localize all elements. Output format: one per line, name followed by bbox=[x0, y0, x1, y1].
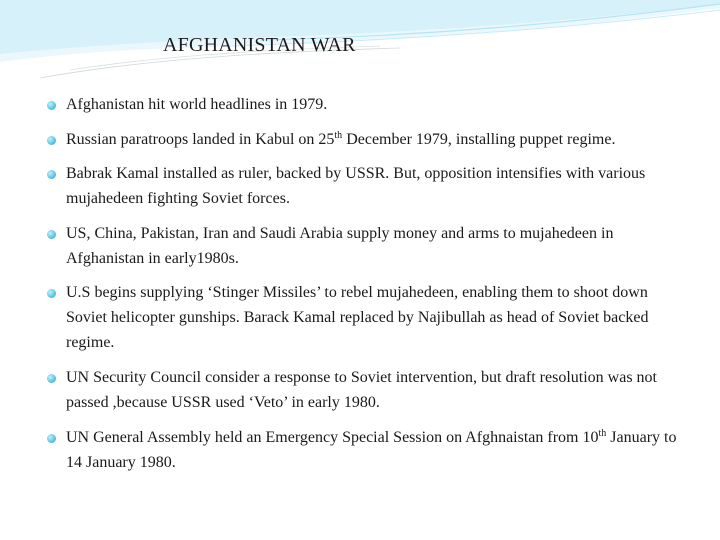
bullet-item bbox=[47, 365, 687, 415]
bullet-dot-icon bbox=[47, 136, 56, 145]
text-run: January to 14 January 1980. bbox=[66, 428, 677, 471]
bullet-dot-icon bbox=[47, 230, 56, 239]
text-run: US, China, Pakistan, Iran and Saudi Arabia supply money and arms to mujahedeen in Afghanistan in early1980s. bbox=[66, 224, 614, 267]
text-run: UN General Assembly held an Emergency Special Session on Afghnaistan from 10 bbox=[66, 428, 599, 446]
bullet-dot-icon bbox=[47, 374, 56, 383]
text-run: U.S begins supplying ‘Stinger Missiles’ to rebel mujahedeen, enabling them to shoot down Soviet helicopter gunships. Barack Kamal replaced by Najibullah as head of Soviet backed regime. bbox=[66, 284, 649, 352]
bullet-dot-icon bbox=[47, 434, 56, 443]
superscript-text: th bbox=[334, 129, 343, 141]
bullet-item bbox=[47, 221, 687, 271]
text-run: December 1979, installing puppet regime. bbox=[342, 130, 616, 148]
text-run: Russian paratroops landed in Kabul on 25 bbox=[66, 130, 335, 148]
slide-title: AFGHANISTAN WAR bbox=[163, 34, 356, 56]
bullet-text bbox=[66, 284, 648, 351]
bullet-item bbox=[47, 280, 687, 355]
bullet-list bbox=[47, 92, 687, 484]
bullet-item bbox=[47, 425, 687, 475]
bullet-dot-icon bbox=[47, 101, 56, 110]
text-run: UN Security Council consider a response to Soviet intervention, but draft resolution was not passed ,because USSR used ‘Veto’ in early 1980. bbox=[66, 368, 657, 411]
bullet-item bbox=[47, 127, 687, 152]
text-run: Babrak Kamal installed as ruler, backed by USSR. But, opposition intensifies with various mujahedeen fighting Soviet forces. bbox=[66, 165, 646, 208]
bullet-text bbox=[66, 225, 613, 267]
bullet-text bbox=[66, 369, 657, 411]
text-run: Afghanistan hit world headlines in 1979. bbox=[66, 96, 328, 113]
bullet-text bbox=[66, 131, 615, 148]
superscript-text: th bbox=[598, 427, 607, 439]
bullet-dot-icon bbox=[47, 289, 56, 298]
bullet-text bbox=[66, 96, 327, 113]
bullet-dot-icon bbox=[47, 170, 56, 179]
bullet-text bbox=[66, 429, 676, 471]
bullet-text bbox=[66, 165, 645, 207]
bullet-item bbox=[47, 161, 687, 211]
bullet-item bbox=[47, 92, 687, 117]
